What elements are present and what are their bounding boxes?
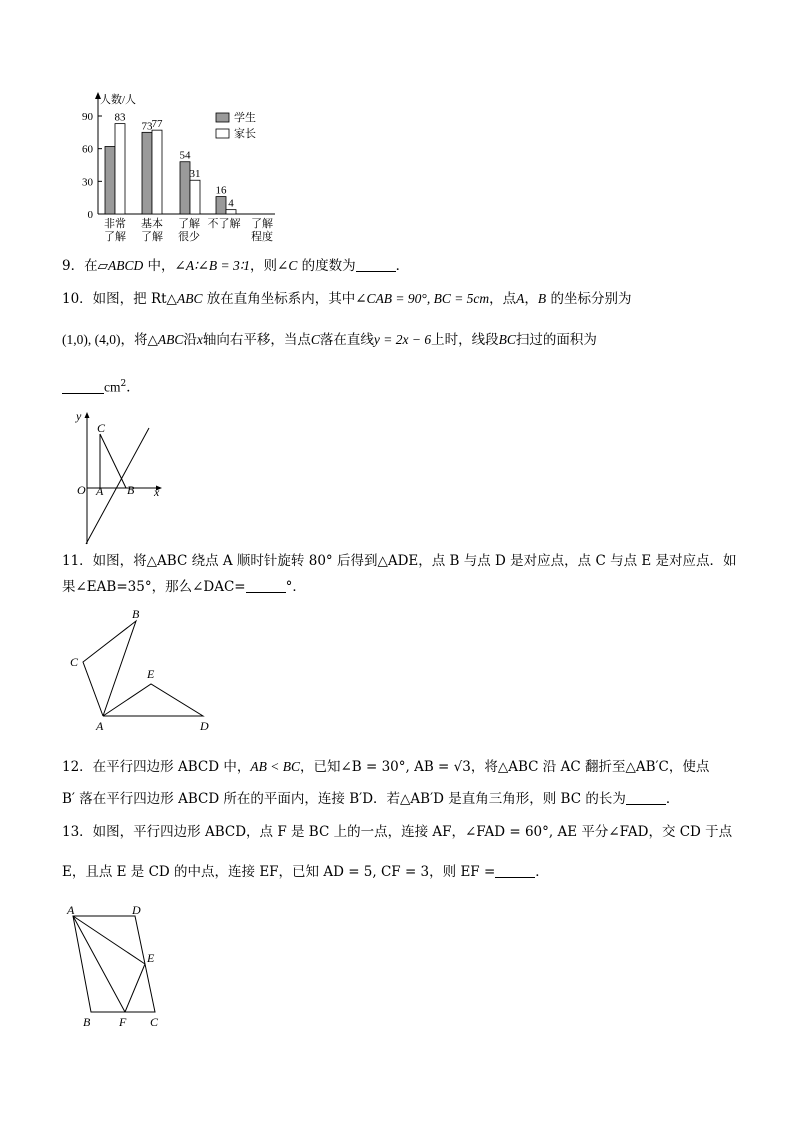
question-10-line-2: (1,0), (4,0)，将△ABC沿x轴向右平移，当点C落在直线y = 2x − 6上时，线段BC扫过的面积为 [62, 332, 597, 348]
x-category-label: 了解 [251, 218, 273, 230]
fig13-label-e: E [147, 951, 155, 965]
bar-parents [115, 124, 125, 214]
question-13-line-1: 13．如图，平行四边形 ABCD，点 F 是 BC 上的一点，连接 AF，∠FAD = 60°, AE 平分∠FAD，交 CD 于点 [62, 824, 733, 840]
bar-data-label: 54 [179, 149, 191, 162]
bar-parents [226, 210, 236, 214]
legend-swatch-parents [216, 129, 229, 138]
bar-chart [70, 88, 290, 250]
x-category-label: 非常 [104, 218, 126, 230]
fig10-y-arrow [85, 412, 90, 418]
fig13-label-f: F [119, 1015, 127, 1029]
bar-parents [190, 180, 200, 214]
fig13-segment-af [73, 916, 125, 1012]
legend-swatch-students [216, 113, 229, 122]
question-9: 9．在▱ABCD 中，∠A∶∠B = 3∶1，则∠C 的度数为 ． [62, 258, 410, 274]
bar-data-label: 31 [189, 168, 201, 181]
fig13-label-a: A [67, 903, 75, 917]
figure-10 [72, 408, 172, 548]
question-12-line-2: B′ 落在平行四边形 ABCD 所在的平面内，连接 B′D．若△AB′D 是直角三角形，则 BC 的长为 ． [62, 791, 680, 807]
fig13-segment-ef [125, 964, 145, 1012]
question-10-line-3: $cm^2$． [62, 374, 140, 398]
x-category-label: 程度 [251, 231, 273, 243]
answer-blank-13[interactable] [495, 863, 535, 878]
y-axis-label: 人数/人 [100, 94, 137, 106]
x-category-label: 基本 [141, 218, 163, 230]
answer-blank-9[interactable] [356, 257, 396, 272]
question-11-line-1: 11．如图，将△ABC 绕点 A 顺时针旋转 80° 后得到△ADE，点 B 与点 D 是对应点，点 C 与点 E 是对应点．如 [62, 553, 737, 569]
question-13-line-2: E，且点 E 是 CD 的中点，连接 EF，已知 AD = 5, CF = 3，则 EF = ． [62, 864, 549, 880]
bar-data-label: 73 [141, 120, 153, 133]
figure-11 [66, 606, 216, 736]
fig10-segment-cb [100, 434, 126, 488]
fig10-label-c: C [97, 421, 106, 435]
legend-label-students: 学生 [234, 112, 256, 124]
bar-students [216, 197, 226, 214]
answer-blank-12[interactable] [626, 790, 666, 805]
question-10-line-1: 10．如图，把 Rt△ABC 放在直角坐标系内，其中∠CAB = 90°, BC = 5cm，点A，B 的坐标分别为 [62, 291, 632, 307]
fig11-label-b: B [132, 607, 140, 621]
bar-students [142, 132, 152, 214]
fig13-label-d: D [132, 903, 141, 917]
fig11-label-e: E [147, 667, 155, 681]
x-category-label: 不了解 [207, 218, 241, 230]
fig13-parallelogram-abcd [73, 916, 155, 1012]
fig11-label-d: D [200, 719, 209, 733]
fig13-label-c: C [150, 1015, 159, 1029]
y-tick-label: 60 [82, 143, 93, 156]
question-11-line-2: 果∠EAB=35°，那么∠DAC= °． [62, 579, 306, 595]
legend-label-parents: 家长 [234, 128, 256, 140]
fig11-label-c: C [70, 655, 79, 669]
y-tick-label: 90 [82, 111, 93, 123]
fig11-triangle-abc [83, 621, 136, 716]
bar-data-label: 4 [228, 197, 234, 210]
fig10-label-b: B [127, 483, 135, 497]
figure-13 [62, 900, 172, 1035]
fig11-triangle-ade [103, 684, 203, 716]
x-category-label: 了解 [178, 218, 200, 230]
fig11-label-a: A [96, 719, 104, 733]
bar-students [105, 146, 115, 214]
bar-data-label: 83 [114, 111, 126, 124]
y-tick-label: 0 [87, 209, 93, 221]
bar-data-label: 77 [151, 118, 163, 131]
fig13-label-b: B [83, 1015, 91, 1029]
bar-data-label: 16 [215, 184, 227, 197]
y-tick-label: 30 [82, 176, 93, 189]
fig10-label-a: A [96, 484, 104, 498]
bar-students [180, 162, 190, 214]
x-category-label: 很少 [178, 231, 200, 243]
fig10-label-y: y [76, 409, 82, 423]
fig10-label-o: O [77, 483, 86, 497]
x-category-label: 了解 [104, 231, 126, 243]
fig10-label-x: x [154, 485, 160, 499]
question-12-line-1: 12．在平行四边形 ABCD 中，AB < BC，已知∠B = 30°, AB = √3，将△ABC 沿 AC 翻折至△AB′C，使点 [62, 759, 710, 775]
x-category-label: 了解 [141, 231, 163, 243]
answer-blank-10[interactable] [62, 379, 104, 394]
bar-parents [152, 130, 162, 214]
fig13-segment-ae [73, 916, 145, 964]
answer-blank-11[interactable] [246, 578, 286, 593]
